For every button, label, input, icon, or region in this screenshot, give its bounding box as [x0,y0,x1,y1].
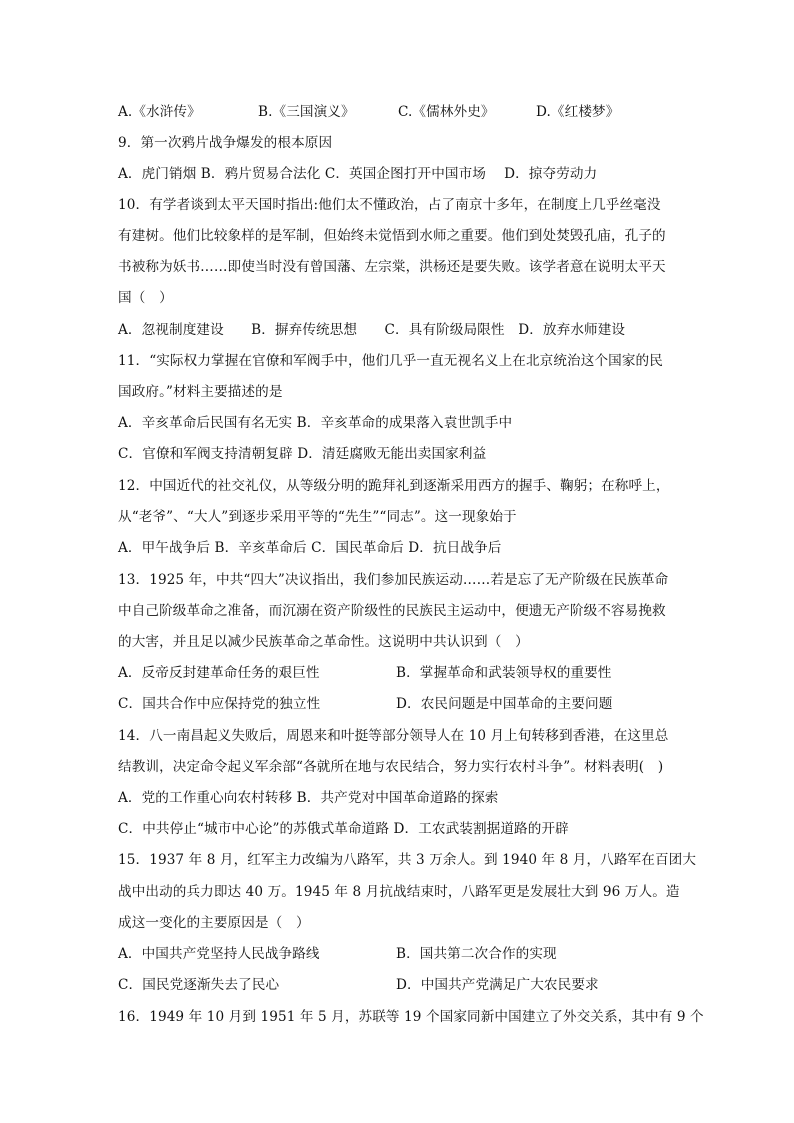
q15-option-d: D．中国共产党满足广大农民要求 [396,977,599,993]
q12-options: A．甲午战争后 B．辛亥革命后 C．国民革命后 D．抗日战争后 [118,540,502,556]
q8-option-a: A.《水浒传》 [118,104,201,120]
q13-stem-line: 中自己阶级革命之准备，而沉溺在资产阶级性的民族民主运动中，便遗无产阶级不容易挽救 [118,603,666,619]
q13-option-d: D．农民问题是中国革命的主要问题 [396,696,613,712]
q9-stem: 9．第一次鸦片战争爆发的根本原因 [118,135,333,151]
q11-stem-line: 11．“实际权力掌握在官僚和军阀手中，他们几乎一直无视名义上在北京统治这个国家的民 [118,353,663,369]
q8-option-d: D.《红楼梦》 [536,104,620,120]
q13-option-a: A．反帝反封建革命任务的艰巨性 [118,665,320,681]
q9-options: A．虎门销烟 B．鸦片贸易合法化 C．英国企图打开中国市场 D．掠夺劳动力 [118,166,598,182]
q13-stem-line: 13．1925 年，中共“四大”决议指出，我们参加民族运动……若是忘了无产阶级在民族革命 [118,572,669,588]
q13-option-b: B．掌握革命和武装领导权的重要性 [396,665,612,681]
q13-option-c: C．国共合作中应保持党的独立性 [118,696,321,712]
q15-stem-line: 战中出动的兵力即达 40 万。1945 年 8 月抗战结束时，八路军更是发展壮大到 96 万人。造 [118,884,680,900]
q15-option-b: B．国共第二次合作的实现 [396,946,557,962]
q15-stem-line: 15．1937 年 8 月，红军主力改编为八路军，共 3 万余人。到 1940 年 8 月，八路军在百团大 [118,852,697,868]
q13-stem-line: 的大害，并且足以减少民族革命之革命性。这说明中共认识到（ ） [118,634,529,650]
q11-options-cd: C．官僚和军阀支持清朝复辟 D．清廷腐败无能出卖国家利益 [118,446,487,462]
q15-stem-line: 成这一变化的主要原因是（ ） [118,915,310,931]
q11-options-ab: A．辛亥革命后民国有名无实 B．辛亥革命的成果落入袁世凯手中 [118,415,513,431]
q11-stem-line: 国政府。”材料主要描述的是 [118,384,283,400]
q14-options-ab: A．党的工作重心向农村转移 B．共产党对中国革命道路的探索 [118,790,499,806]
q16-stem-line: 16．1949 年 10 月到 1951 年 5 月，苏联等 19 个国家同新中国建立了外交关系，其中有 9 个 [118,1009,704,1025]
q10-stem-line: 10．有学者谈到太平天国时指出:他们太不懂政治，占了南京十多年，在制度上几乎丝毫没 [118,197,661,213]
q8-option-c: C.《儒林外史》 [398,104,495,120]
q12-stem-line: 12．中国近代的社交礼仪，从等级分明的跪拜礼到逐渐采用西方的握手、鞠躬；在称呼上， [118,478,670,494]
q10-stem-line: 有建树。他们比较象样的是军制，但始终未觉悟到水师之重要。他们到处焚毁孔庙，孔子的 [118,228,666,244]
q10-stem-line: 书被称为妖书……即使当时没有曾国藩、左宗棠，洪杨还是要失败。该学者意在说明太平天 [118,259,666,275]
q15-option-c: C．国民党逐渐失去了民心 [118,977,280,993]
q12-stem-line: 从“老爷”、“大人”到逐步采用平等的“先生”“同志”。这一现象始于 [118,509,517,525]
q14-stem-line: 14．八一南昌起义失败后，周恩来和叶挺等部分领导人在 10 月上旬转移到香港，在这里总 [118,728,669,744]
q8-option-b: B.《三国演义》 [258,104,355,120]
q14-options-cd: C．中共停止“城市中心论”的苏俄式革命道路 D．工农武装割据道路的开辟 [118,821,569,837]
q14-stem-line: 结教训，决定命令起义军余部“各就所在地与农民结合，努力实行农村斗争”。材料表明( ) [118,759,664,775]
q10-stem-line: 国（ ） [118,290,173,306]
q15-option-a: A．中国共产党坚持人民战争路线 [118,946,320,962]
q10-options: A．忽视制度建设 B．摒弃传统思想 C．具有阶级局限性 D．放弃水师建设 [118,322,626,338]
